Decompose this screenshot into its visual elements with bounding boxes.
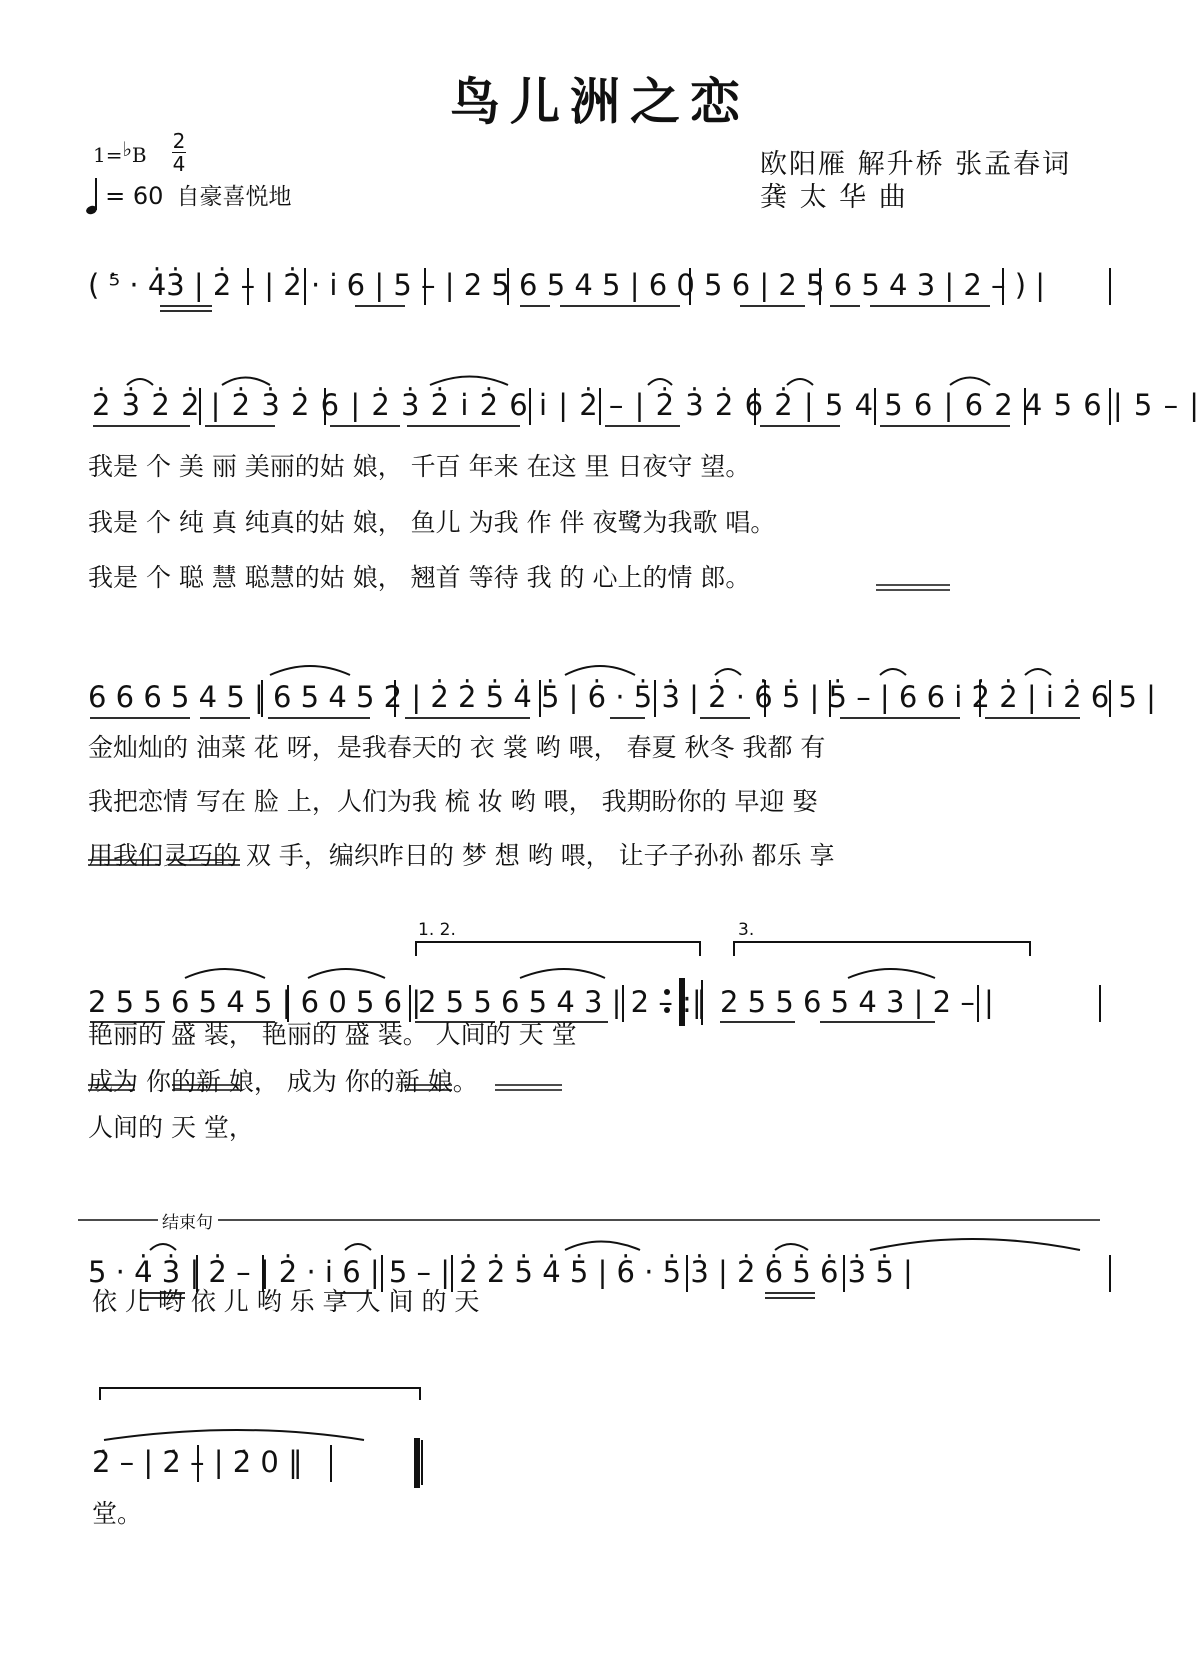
key-note: B [131, 143, 147, 167]
lyric-line-3-verse-3: 用我们灵巧的 双 手，编织昨日的 梦 想 哟 喂， 让子子孙孙 都乐 享 [88, 841, 835, 870]
lyric-line-4-verse-1: 艳丽的 盛 装， 艳丽的 盛 装。 人间的 天 堂 [88, 1020, 577, 1049]
volta-1-2-label: 1. 2. [418, 920, 456, 940]
lyric-line-2-verse-3: 我是 个 聪 慧 聪慧的姑 娘， 翘首 等待 我 的 心上的情 郎。 [88, 563, 751, 592]
notation-line-6: 2̇ – | 2̇ – | 2̇ 0 ‖ [92, 1445, 303, 1479]
lyric-line-5: 依 儿 哟 依 儿 哟 乐 享 人 间 的 天 [92, 1287, 480, 1316]
lyricist-credit: 欧阳雁 解升桥 张孟春词 [760, 149, 1072, 180]
tempo-marking [86, 178, 291, 214]
notation-line-4a: 2 5 5 6 5 4 5 | 6 0 5 6 | [88, 985, 422, 1019]
notation-line-5: 5 · 4̇ 3̇ | 2̇ – | 2̇ · i̇ 6 | 5 – | 2̇ 2̇ 5̇ 4̇ 5̇ | 6̇ · 5̇ 3̇ | 2̇ 6̇ 5̇ 6̇ 3̇ 5̇ | [88, 1255, 913, 1289]
key-prefix: 1= [93, 143, 123, 167]
lyric-line-3-verse-1: 金灿灿的 油菜 花 呀，是我春天的 衣 裳 哟 喂， 春夏 秋冬 我都 有 [88, 733, 826, 762]
time-numerator: 2 [172, 129, 186, 153]
tempo-expression: 自豪喜悦地 [176, 184, 292, 210]
lyric-line-2-verse-1: 我是 个 美 丽 美丽的姑 娘， 千百 年来 在这 里 日夜守 望。 [88, 452, 751, 481]
lyric-line-6: 堂。 [92, 1499, 143, 1528]
tempo-value: = 60 [105, 182, 164, 210]
notation-line-2: 2̇ 3̇ 2̇ 2̇ | 2̇ 3̇ 2̇ 6 | 2̇ 3̇ 2̇ i̇ 2̇ 6 i̇ | 2̇ – | 2̇ 3̇ 2̇ 6 2̇ | 5 4 5 6 | 6 2 4 5 6 | 5 – | [92, 388, 1200, 422]
time-signature [172, 130, 186, 175]
page-title: 鸟儿洲之恋 [450, 73, 750, 131]
notation-line-4c: 2 5 5 6 5 4 3 | 2 – | [720, 985, 994, 1019]
notation-line-3: 6 6 6 5 4 5 | 6 5 4 5 2 | 2̇ 2̇ 5̇ 4̇ 5̇ | 6̇ · 5̇ 3̇ | 2̇ · 6̇ 5̇ | 5̇ – | 6 6 i̇ 2̇ 2̇ | i̇ 2̇ 6 5 | [88, 680, 1156, 714]
key-signature [93, 137, 147, 167]
lyric-line-4-verse-2: 成为 你的新 娘， 成为 你的新 娘。 [88, 1067, 478, 1096]
composer-credit: 龚 太 华 曲 [760, 182, 908, 213]
final-bar [414, 1438, 420, 1488]
quarter-note-icon [86, 178, 100, 214]
notation-line-4b: 2 5 5 6 5 4 3 | 2 – :‖ [418, 985, 707, 1019]
time-denominator: 4 [172, 152, 186, 176]
lyric-line-2-verse-2: 我是 个 纯 真 纯真的姑 娘， 鱼儿 为我 作 伴 夜鹭为我歌 唱。 [88, 508, 776, 537]
lyric-line-4-verse-3: 人间的 天 堂， [88, 1113, 254, 1142]
lyric-line-3-verse-2: 我把恋情 写在 脸 上，人们为我 梳 妆 哟 喂， 我期盼你的 早迎 娶 [88, 787, 818, 816]
volta-3-label: 3. [738, 920, 755, 940]
coda-label: 结束句 [162, 1213, 213, 1233]
notation-intro: ( ⁵̇ · 4̇3̇ | 2̇ – | 2̇ · i̇ 6 | 5 – | 2 5 6 5 4 5 | 6 0 5 6 | 2 5 6 5 4 3 | 2 – ) | [88, 268, 1046, 302]
key-flat: ♭ [122, 137, 132, 161]
